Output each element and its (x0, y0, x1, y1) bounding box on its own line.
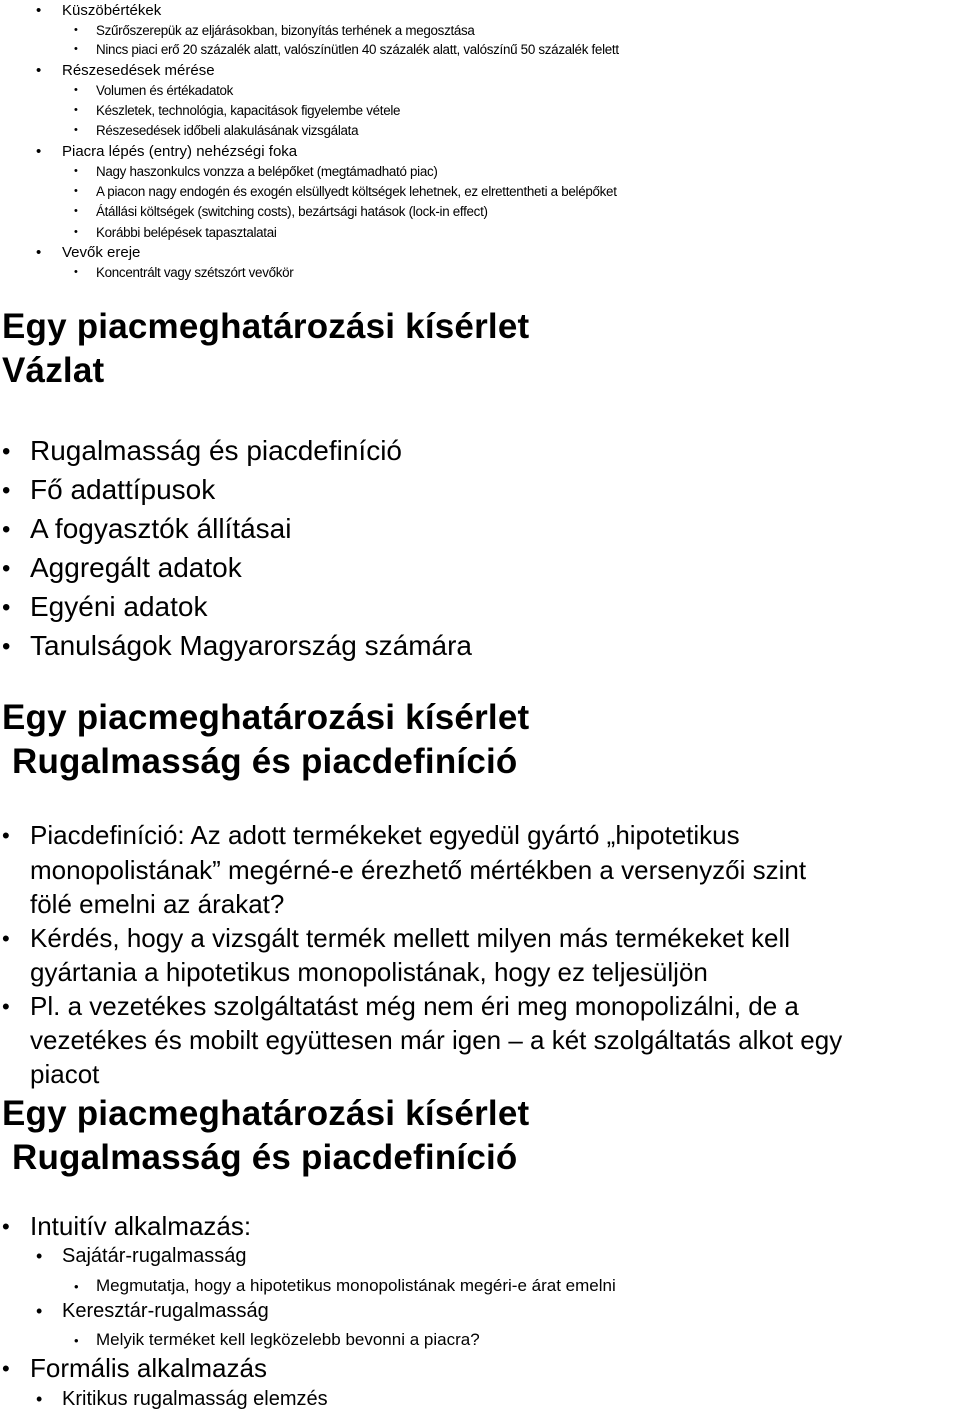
paragraph-question: • Kérdés, hogy a vizsgált termék mellett milyen más termékeket kell (30, 923, 790, 954)
outline-subitem: • Átállási költségek (switching costs), bezártsági hatások (lock-in effect) (96, 204, 488, 219)
outline-subitem: • Volumen és értékadatok (96, 83, 233, 98)
list-subitem: • Keresztár-rugalmasság (62, 1300, 269, 1323)
agenda-item: • Aggregált adatok (30, 552, 242, 584)
agenda-item: • Egyéni adatok (30, 591, 207, 623)
list-item-intuitive: • Intuitív alkalmazás: (30, 1211, 251, 1242)
paragraph-continuation: piacot (30, 1059, 100, 1089)
agenda-item: • Tanulságok Magyarország számára (30, 630, 472, 662)
list-item-formal: • Formális alkalmazás (30, 1353, 267, 1384)
paragraph-continuation: vezetékes és mobilt együttesen már igen – a két szolgáltatás alkot egy (30, 1025, 843, 1055)
agenda-item: • Fő adattípusok (30, 474, 215, 506)
list-subitem: • Kritikus rugalmasság elemzés (62, 1388, 328, 1411)
paragraph-continuation: fölé emelni az árakat? (30, 889, 285, 919)
paragraph-continuation: gyártania a hipotetikus monopolistának, hogy ez teljesüljön (30, 957, 708, 987)
outline-subitem: • Nincs piaci erő 20 százalék alatt, valószínütlen 40 százalék alatt, valószínű 50 százalék felett (96, 42, 619, 57)
agenda-item: • A fogyasztók állításai (30, 513, 291, 545)
outline-subitem: • Szűrőszerepük az eljárásokban, bizonyítás terhének a megosztása (96, 23, 475, 38)
slide-subtitle: Rugalmasság és piacdefiníció (12, 1138, 518, 1177)
outline-subitem: • Részesedések időbeli alakulásának vizsgálata (96, 123, 358, 138)
agenda-item: • Rugalmasság és piacdefiníció (30, 435, 402, 467)
outline-subitem: • A piacon nagy endogén és exogén elsüllyedt költségek lehetnek, ez elrettentheti a belépőket (96, 184, 617, 199)
paragraph-continuation: monopolistának” megérné-e érezhető mértékben a versenyzői szint (30, 855, 807, 885)
outline-subitem: • Készletek, technológia, kapacitások figyelembe vétele (96, 103, 400, 118)
outline-item-buyer-power: • Vevők ereje (62, 244, 140, 261)
paragraph-market-definition: • Piacdefiníció: Az adott termékeket egyedül gyártó „hipotetikus (30, 820, 740, 851)
list-subsubitem: • Melyik terméket kell legközelebb bevonni a piacra? (96, 1330, 480, 1350)
outline-item-entry: • Piacra lépés (entry) nehézségi foka (62, 143, 297, 160)
slide-subtitle: Vázlat (2, 351, 105, 390)
slide-title: Egy piacmeghatározási kísérlet (2, 698, 530, 737)
outline-subitem: • Korábbi belépések tapasztalatai (96, 225, 277, 240)
outline-subitem: • Koncentrált vagy szétszórt vevőkör (96, 265, 293, 280)
list-subitem: • Sajátár-rugalmasság (62, 1245, 247, 1268)
outline-item-thresholds: • Küszöbértékek (62, 2, 161, 19)
slide-title: Egy piacmeghatározási kísérlet (2, 1094, 530, 1133)
slide-title: Egy piacmeghatározási kísérlet (2, 307, 530, 346)
slide-subtitle: Rugalmasság és piacdefiníció (12, 742, 518, 781)
paragraph-example: • Pl. a vezetékes szolgáltatást még nem éri meg monopolizálni, de a (30, 991, 799, 1022)
outline-item-share-measure: • Részesedések mérése (62, 62, 215, 79)
outline-subitem: • Nagy haszonkulcs vonzza a belépőket (megtámadható piac) (96, 164, 438, 179)
list-subsubitem: • Megmutatja, hogy a hipotetikus monopolistának megéri-e árat emelni (96, 1276, 616, 1296)
